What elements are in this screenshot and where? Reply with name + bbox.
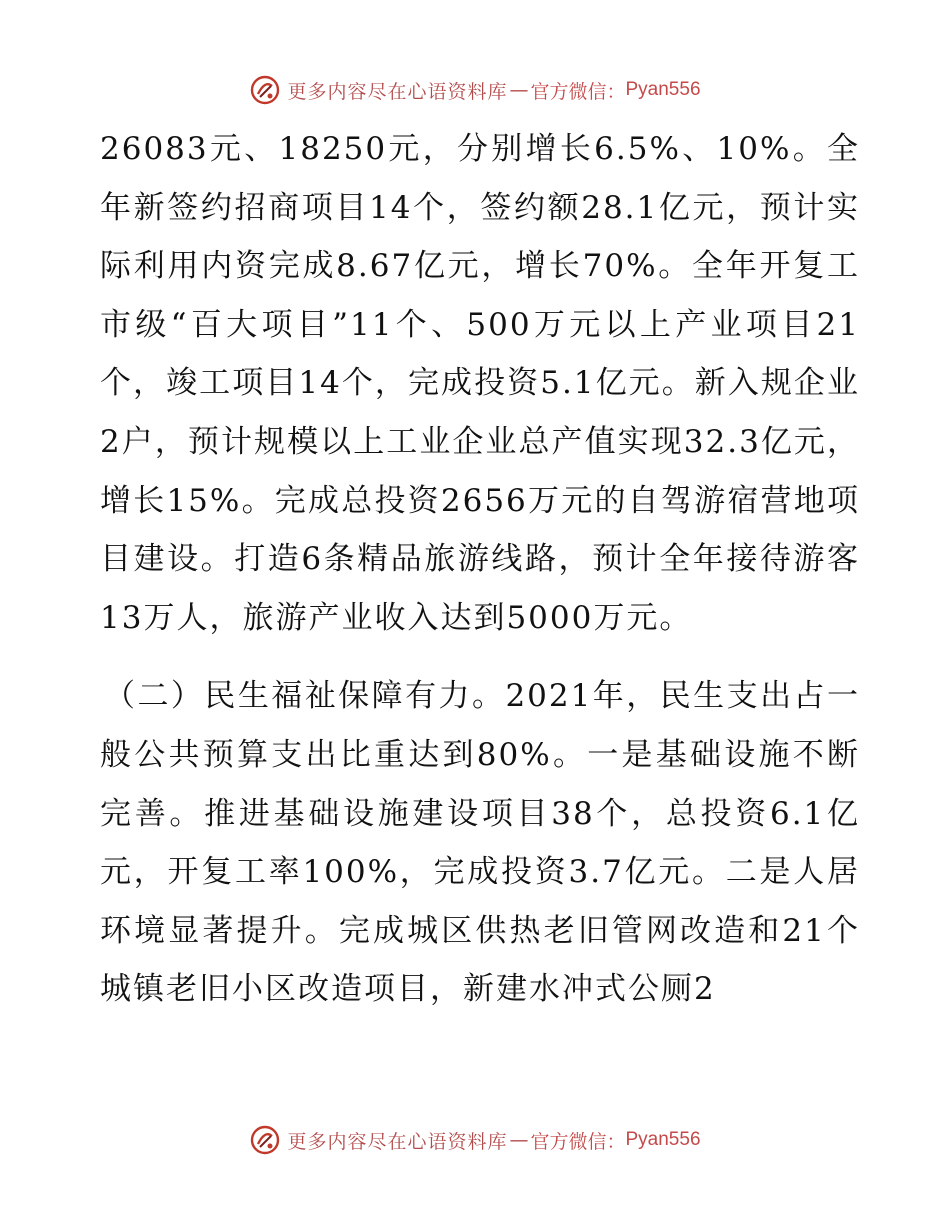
watermark-wechat-id: Pyan556 xyxy=(625,1129,701,1150)
watermark-site-text: 更多内容尽在心语资料库 xyxy=(287,80,508,103)
watermark-wechat-id: Pyan556 xyxy=(625,79,701,100)
brand-logo-icon xyxy=(249,74,281,106)
paragraph-economy: 26083元、18250元，分别增长6.5%、10%。全年新签约招商项目14个，签约额28.1亿元，预计实际利用内资完成8.67亿元，增长70%。全年开复工市级“百大项目”11个、500万元以上产业项目21个，竣工项目14个，完成投资5.1亿元。新入规企业2户，预计规模以上工业企业总产值实现32.3亿元，增长15%。完成总投资2656万元的自驾游宿营地项目建设。打造6条精品旅游线路，预计全年接待游客13万人，旅游产业收入达到5000万元。 xyxy=(100,131,860,636)
watermark-wechat-label: 官方微信： xyxy=(530,80,626,103)
watermark-separator: — xyxy=(509,79,529,101)
document-body xyxy=(100,120,860,1019)
watermark-separator: — xyxy=(509,1129,529,1151)
footer-watermark xyxy=(0,1120,950,1160)
header-watermark xyxy=(0,70,950,110)
paragraph-livelihood: （二）民生福祉保障有力。2021年，民生支出占一般公共预算支出比重达到80%。一是基础设施不断完善。推进基础设施建设项目38个，总投资6.1亿元，开复工率100%，完成投资3.7亿元。二是人居环境显著提升。完成城区供热老旧管网改造和21个城镇老旧小区改造项目，新建水冲式公厕2 xyxy=(100,678,860,1008)
brand-logo-icon xyxy=(249,1124,281,1156)
watermark-wechat-label: 官方微信： xyxy=(530,1130,626,1153)
watermark-site-text: 更多内容尽在心语资料库 xyxy=(287,1130,508,1153)
